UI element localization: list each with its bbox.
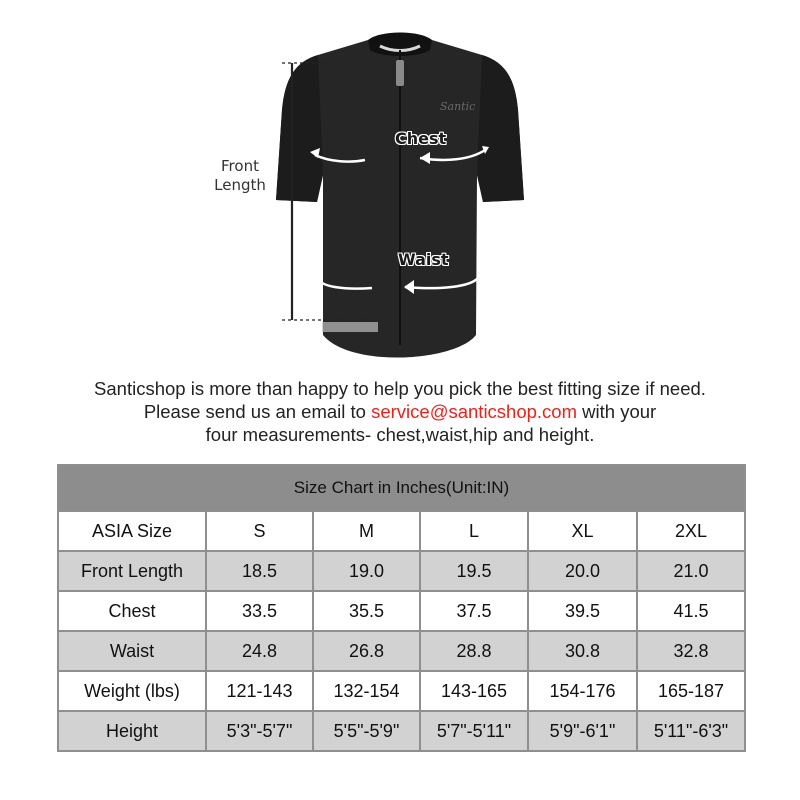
table-cell: 21.0	[637, 551, 745, 591]
table-cell: 121-143	[206, 671, 313, 711]
table-cell: ASIA Size	[58, 511, 206, 551]
table-cell: S	[206, 511, 313, 551]
table-cell: 154-176	[528, 671, 637, 711]
table-cell: 5'5"-5'9"	[313, 711, 420, 751]
table-cell: 30.8	[528, 631, 637, 671]
table-cell: 143-165	[420, 671, 528, 711]
jersey-figure	[0, 0, 800, 370]
table-cell: 33.5	[206, 591, 313, 631]
intro-line-1: Santicshop is more than happy to help you pick the best fitting size if need.	[94, 378, 706, 399]
table-cell: Chest	[58, 591, 206, 631]
intro-line-3: four measurements- chest,waist,hip and height.	[205, 424, 595, 445]
table-row	[58, 711, 745, 751]
email-link[interactable]: service@santicshop.com	[371, 401, 578, 422]
intro-text	[0, 377, 800, 446]
chest-label: Chest	[395, 129, 447, 148]
table-cell: 41.5	[637, 591, 745, 631]
table-cell: 26.8	[313, 631, 420, 671]
table-title: Size Chart in Inches(Unit:IN)	[58, 465, 745, 511]
zipper-pull	[396, 60, 404, 86]
table-cell: Waist	[58, 631, 206, 671]
size-chart-table	[57, 464, 746, 752]
table-cell: 35.5	[313, 591, 420, 631]
table-cell: 32.8	[637, 631, 745, 671]
table-cell: 19.5	[420, 551, 528, 591]
table-cell: 39.5	[528, 591, 637, 631]
table-cell: 132-154	[313, 671, 420, 711]
brand-script: Santic	[440, 100, 476, 113]
table-row	[58, 551, 745, 591]
jersey-illustration	[0, 0, 800, 370]
table-cell: 28.8	[420, 631, 528, 671]
table-title-row	[58, 465, 745, 511]
table-cell: L	[420, 511, 528, 551]
table-cell: 20.0	[528, 551, 637, 591]
table-cell: Weight (lbs)	[58, 671, 206, 711]
front-length-label: Front Length	[214, 157, 266, 194]
table-row	[58, 591, 745, 631]
table-cell: 37.5	[420, 591, 528, 631]
table-cell: 18.5	[206, 551, 313, 591]
table-cell: Front Length	[58, 551, 206, 591]
intro-line-2: Please send us an email to service@santicshop.com with your	[143, 401, 657, 422]
table-cell: M	[313, 511, 420, 551]
table-row	[58, 511, 745, 551]
table-cell: Height	[58, 711, 206, 751]
table-cell: 5'7"-5'11"	[420, 711, 528, 751]
waist-label: Waist	[398, 250, 449, 269]
table-cell: 24.8	[206, 631, 313, 671]
table-cell: 165-187	[637, 671, 745, 711]
table-cell: 5'3"-5'7"	[206, 711, 313, 751]
table-cell: 5'9"-6'1"	[528, 711, 637, 751]
table-cell: 19.0	[313, 551, 420, 591]
table-row	[58, 631, 745, 671]
table-row	[58, 671, 745, 711]
table-cell: 2XL	[637, 511, 745, 551]
table-cell: XL	[528, 511, 637, 551]
table-cell: 5'11"-6'3"	[637, 711, 745, 751]
